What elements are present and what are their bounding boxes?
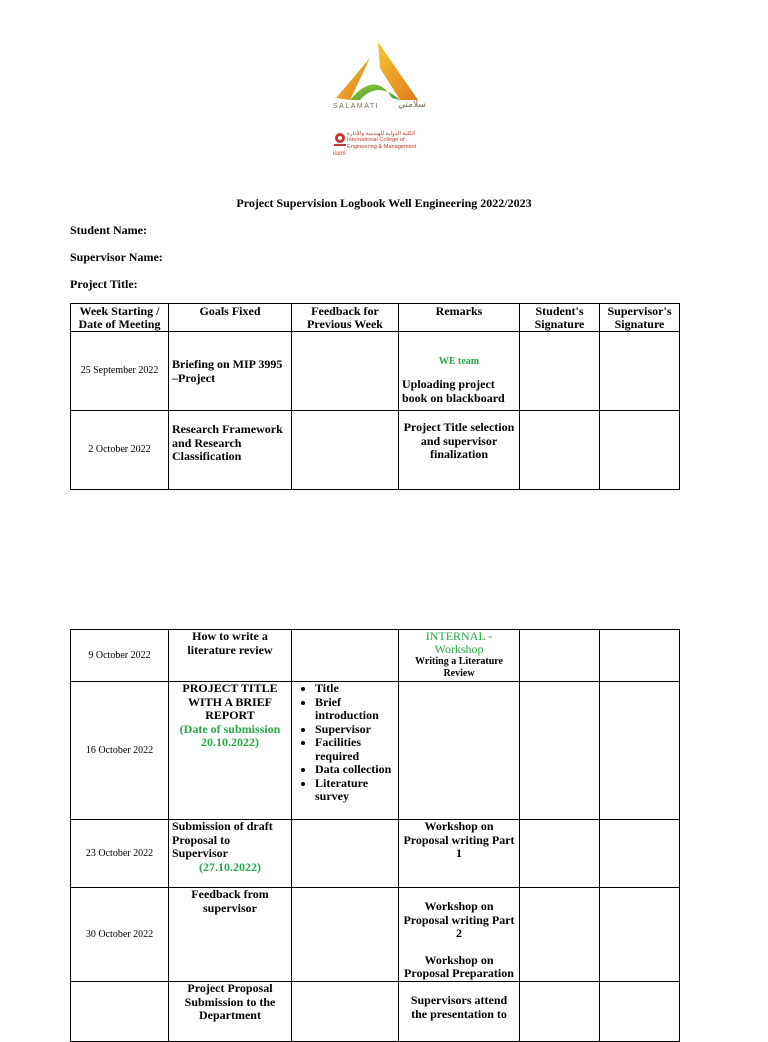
list-item: • Title bbox=[315, 682, 395, 696]
row-feedback bbox=[292, 332, 399, 411]
table-row bbox=[71, 682, 680, 820]
goals-text: Submission of draft Proposal to Supervisor bbox=[172, 819, 273, 860]
college-name bbox=[347, 131, 416, 150]
remarks-text-2: Workshop on Proposal Preparation bbox=[404, 952, 514, 980]
supervisor-signature-cell bbox=[600, 630, 680, 682]
table-row bbox=[71, 982, 680, 1042]
student-name-label: Student Name: bbox=[70, 223, 147, 237]
supervisor-name-label: Supervisor Name: bbox=[70, 250, 163, 264]
document-title: Project Supervision Logbook Well Engineering 2022/2023 bbox=[236, 196, 532, 210]
student-signature-cell bbox=[520, 820, 600, 888]
supervisor-signature-cell bbox=[600, 332, 680, 411]
remarks-workshop: INTERNAL - Workshop bbox=[425, 629, 493, 656]
student-signature-cell bbox=[520, 888, 600, 982]
table-row bbox=[71, 411, 680, 490]
row-date: 23 October 2022 bbox=[71, 820, 169, 888]
header-supervisor-signature: Supervisor's Signature bbox=[600, 304, 680, 332]
student-signature-cell bbox=[520, 332, 600, 411]
college-name-en-2: Engineering & Management bbox=[347, 143, 417, 150]
header-week: Week Starting / Date of Meeting bbox=[71, 304, 169, 332]
row-remarks bbox=[399, 682, 520, 820]
row-goals: Feedback from supervisor bbox=[169, 888, 292, 982]
college-name-en-1: International College of bbox=[347, 137, 405, 144]
list-item: • Supervisor bbox=[315, 723, 395, 737]
supervisor-signature-cell bbox=[600, 888, 680, 982]
row-feedback bbox=[292, 982, 399, 1042]
logo-brand-en: SALAMATI bbox=[333, 103, 380, 110]
row-date: 2 October 2022 bbox=[71, 411, 169, 490]
row-feedback bbox=[292, 411, 399, 490]
row-feedback bbox=[292, 630, 399, 682]
header-student-signature: Student's Signature bbox=[520, 304, 600, 332]
logbook-table-1 bbox=[70, 303, 680, 490]
supervisor-signature-cell bbox=[600, 682, 680, 820]
table-row bbox=[71, 332, 680, 411]
supervisor-signature-cell bbox=[600, 982, 680, 1042]
college-name-ar: الكلية الدولية للهندسة والإدارة bbox=[347, 131, 416, 137]
college-short-name: icem bbox=[333, 151, 346, 157]
remarks-text: Workshop on Proposal writing Part 2 bbox=[403, 899, 515, 940]
row-date bbox=[71, 982, 169, 1042]
row-goals: How to write a literature review bbox=[169, 630, 292, 682]
remarks-text: Writing a Literature Review bbox=[415, 656, 503, 679]
student-signature-cell bbox=[520, 982, 600, 1042]
header-goals: Goals Fixed bbox=[169, 304, 292, 332]
row-goals: Project Proposal Submission to the Department bbox=[169, 982, 292, 1042]
student-signature-cell bbox=[520, 411, 600, 490]
list-item: • Brief introduction bbox=[315, 696, 395, 723]
row-goals bbox=[169, 820, 292, 888]
list-item: • Facilities required bbox=[315, 736, 395, 763]
header-remarks: Remarks bbox=[399, 304, 520, 332]
header-feedback: Feedback for Previous Week bbox=[292, 304, 399, 332]
logbook-table-2 bbox=[70, 629, 680, 1042]
table-row bbox=[71, 630, 680, 682]
row-date: 16 October 2022 bbox=[71, 682, 169, 820]
row-remarks bbox=[399, 888, 520, 982]
supervisor-signature-cell bbox=[600, 820, 680, 888]
row-feedback bbox=[292, 888, 399, 982]
list-item: • Literature survey bbox=[315, 777, 395, 804]
row-remarks: Supervisors attend the presentation to bbox=[399, 982, 520, 1042]
supervisor-signature-cell bbox=[600, 411, 680, 490]
row-goals bbox=[169, 682, 292, 820]
goals-submission-date: (Date of submission 20.10.2022) bbox=[179, 721, 281, 749]
row-remarks bbox=[399, 630, 520, 682]
student-signature-cell bbox=[520, 682, 600, 820]
table-row bbox=[71, 820, 680, 888]
row-feedback bbox=[292, 682, 399, 820]
remarks-text: Uploading project book on blackboard bbox=[402, 377, 505, 405]
goals-submission-date: (27.10.2022) bbox=[199, 859, 261, 874]
logo-brand-ar: سلامتي bbox=[398, 100, 426, 110]
row-goals: Research Framework and Research Classification bbox=[169, 411, 292, 490]
row-goals: Briefing on MIP 3995 –Project bbox=[169, 332, 292, 411]
row-remarks bbox=[399, 332, 520, 411]
row-remarks: Workshop on Proposal writing Part 1 bbox=[399, 820, 520, 888]
project-title-label: Project Title: bbox=[70, 277, 138, 291]
feedback-list bbox=[295, 682, 395, 804]
row-feedback bbox=[292, 820, 399, 888]
goals-text: PROJECT TITLE WITH A BRIEF REPORT bbox=[182, 681, 278, 722]
student-signature-cell bbox=[520, 630, 600, 682]
row-date: 30 October 2022 bbox=[71, 888, 169, 982]
table-header-row bbox=[71, 304, 680, 332]
remarks-team: WE team bbox=[438, 356, 480, 367]
list-item: • Data collection bbox=[315, 763, 395, 777]
row-date: 9 October 2022 bbox=[71, 630, 169, 682]
row-date: 25 September 2022 bbox=[71, 332, 169, 411]
table-row bbox=[71, 888, 680, 982]
row-remarks: Project Title selection and supervisor finalization bbox=[399, 411, 520, 490]
